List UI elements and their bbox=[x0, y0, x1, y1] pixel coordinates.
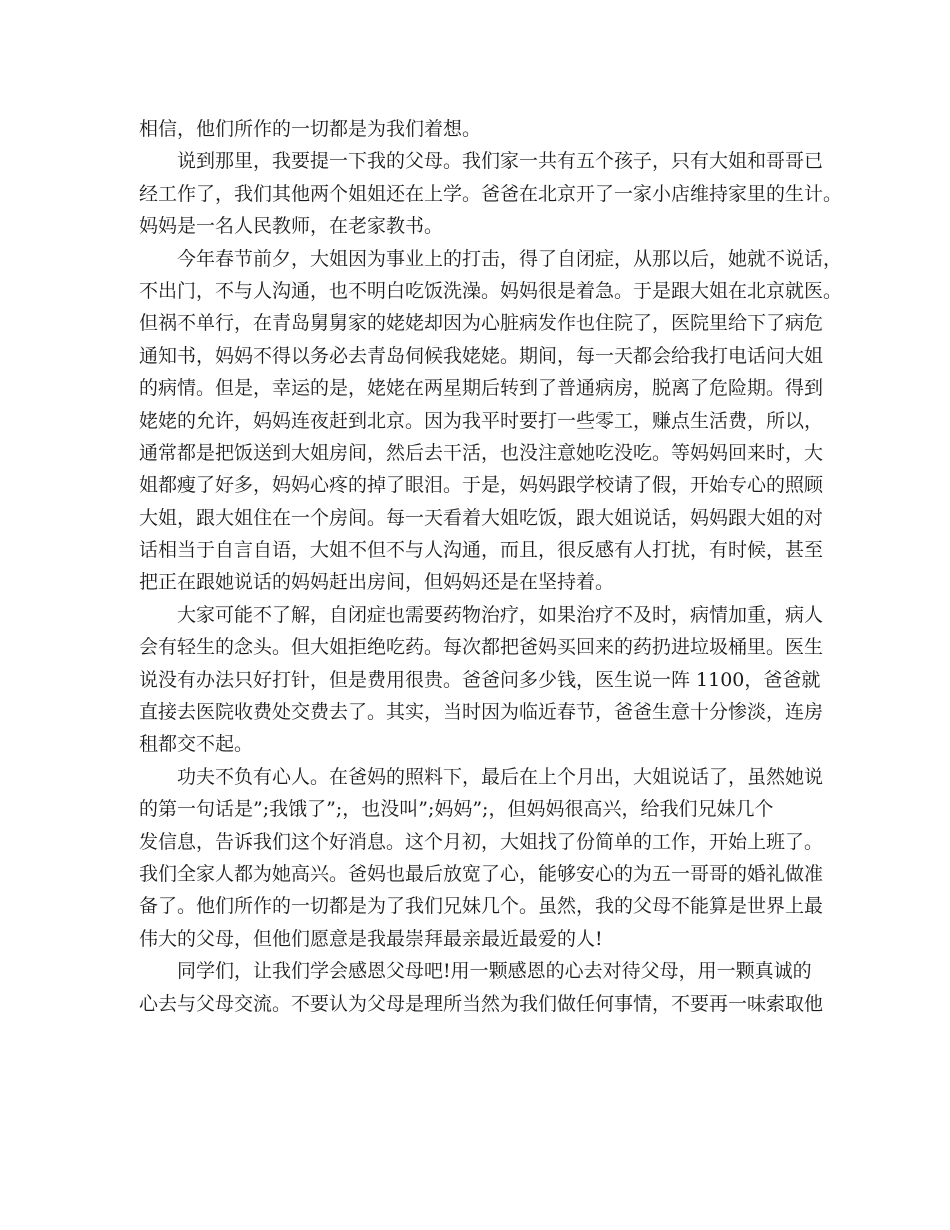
text-line: 相信，他们所作的一切都是为我们着想。 bbox=[139, 118, 482, 140]
text-line: 大家可能不了解，自闭症也需要药物治疗，如果治疗不及时，病情加重，病人 bbox=[177, 603, 824, 626]
text-line: 发信息，告诉我们这个好消息。这个月初，大姐找了份简单的工作，开始上班了。 bbox=[139, 830, 824, 853]
text-line: 通常都是把饭送到大姐房间，然后去干活，也没注意她吃没吃。等妈妈回来时，大 bbox=[139, 441, 824, 464]
text-line: 说没有办法只好打针，但是费用很贵。爸爸问多少钱，医生说一阵 1100，爸爸就 bbox=[139, 668, 821, 691]
text-line: 功夫不负有心人。在爸妈的照料下，最后在上个月出，大姐说话了，虽然她说 bbox=[177, 765, 824, 788]
text-line: 我们全家人都为她高兴。爸妈也最后放宽了心，能够安心的为五一哥哥的婚礼做准 bbox=[139, 862, 824, 885]
text-line: 会有轻生的念头。但大姐拒绝吃药。每次都把爸妈买回来的药扔进垃圾桶里。医生 bbox=[139, 636, 824, 659]
text-line: 租都交不起。 bbox=[139, 733, 254, 756]
text-line: 伟大的父母，但他们愿意是我最崇拜最亲最近最爱的人! bbox=[139, 927, 603, 950]
text-line: 但祸不单行，在青岛舅舅家的姥姥却因为心脏病发作也住院了，医院里给下了病危 bbox=[139, 312, 824, 335]
text-line: 把正在跟她说话的妈妈赶出房间，但妈妈还是在坚持着。 bbox=[139, 571, 615, 594]
text-line: 妈妈是一名人民教师，在老家教书。 bbox=[139, 215, 444, 238]
text-line: 备了。他们所作的一切都是为了我们兄妹几个。虽然，我的父母不能算是世界上最 bbox=[139, 895, 824, 918]
text-line: 心去与父母交流。不要认为父母是理所当然为我们做任何事情，不要再一味索取他 bbox=[139, 992, 824, 1015]
text-line: 的病情。但是，幸运的是，姥姥在两星期后转到了普通病房，脱离了危险期。得到 bbox=[139, 377, 824, 400]
text-line: 说到那里，我要提一下我的父母。我们家一共有五个孩子，只有大姐和哥哥已 bbox=[177, 150, 824, 173]
text-line: 直接去医院收费处交费去了。其实，当时因为临近春节，爸爸生意十分惨淡，连房 bbox=[139, 701, 824, 724]
text-line: 通知书，妈妈不得以务必去青岛伺候我姥姥。期间，每一天都会给我打电话问大姐 bbox=[139, 344, 824, 367]
text-line: 同学们，让我们学会感恩父母吧!用一颗感恩的心去对待父母，用一颗真诚的 bbox=[177, 960, 812, 983]
text-line: 话相当于自言自语，大姐不但不与人沟通，而且，很反感有人打扰，有时候，甚至 bbox=[139, 539, 824, 562]
text-line: 姐都瘦了好多，妈妈心疼的掉了眼泪。于是，妈妈跟学校请了假，开始专心的照顾 bbox=[139, 474, 824, 497]
text-line: 不出门，不与人沟通，也不明白吃饭洗澡。妈妈很是着急。于是跟大姐在北京就医。 bbox=[139, 279, 843, 302]
text-line: 今年春节前夕，大姐因为事业上的打击，得了自闭症，从那以后，她就不说话， bbox=[177, 247, 843, 270]
text-line: 姥姥的允许，妈妈连夜赶到北京。因为我平时要打一些零工，赚点生活费，所以， bbox=[139, 409, 824, 432]
article-body bbox=[139, 113, 843, 1020]
text-line: 大姐，跟大姐住在一个房间。每一天看着大姐吃饭，跟大姐说话，妈妈跟大姐的对 bbox=[139, 506, 824, 529]
text-line: 的第一句话是”;我饿了”;，也没叫”;妈妈”;，但妈妈很高兴，给我们兄妹几个 bbox=[139, 798, 774, 821]
text-line: 经工作了，我们其他两个姐姐还在上学。爸爸在北京开了一家小店维持家里的生计。 bbox=[139, 182, 843, 205]
